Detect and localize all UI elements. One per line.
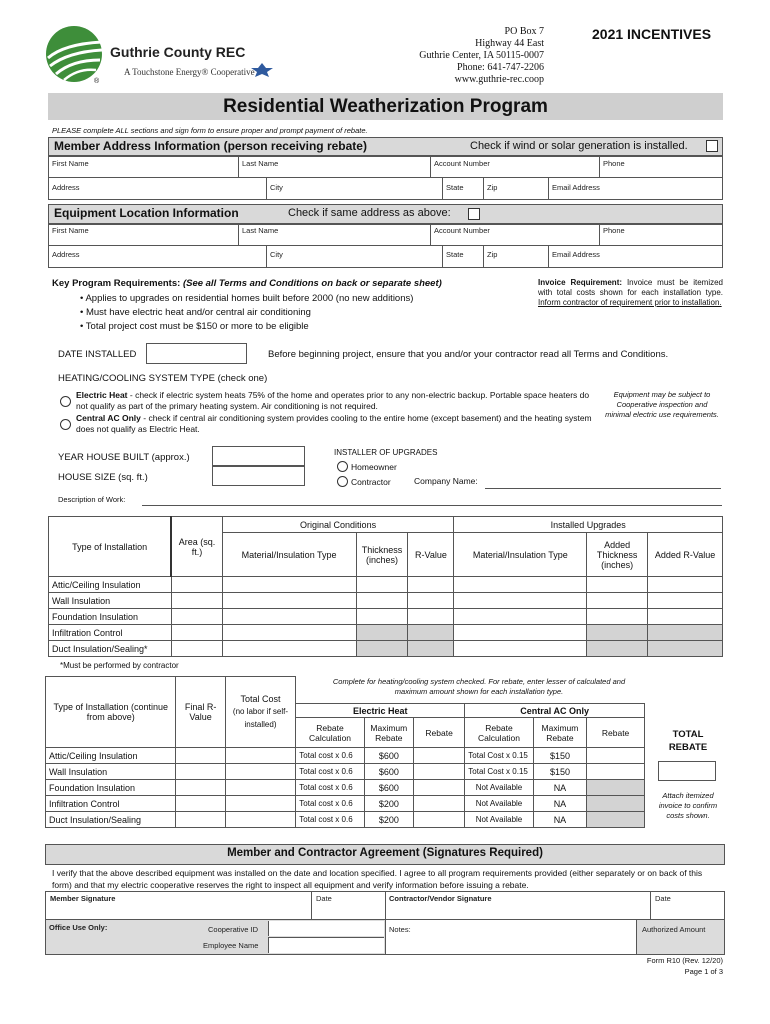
eh-rebate: Rebate	[413, 718, 464, 748]
equipment-email[interactable]: Email Address	[552, 250, 600, 259]
homeowner-label: Homeowner	[351, 462, 397, 472]
table-row: Infiltration Control	[49, 625, 723, 641]
central-ac-header: Central AC Only	[465, 704, 645, 718]
invoice-requirement	[538, 278, 723, 308]
terms-notice: Before beginning project, ensure that you and/or your contractor read all Terms and Conditions.	[268, 349, 669, 360]
electric-heat-text: Electric Heat - check if electric system heats 75% of the home and operates prior to any non-electric backup. Portable space heaters do not qualify as part of the primary heating system. Air conditioning is not required.	[76, 390, 590, 411]
coop-id-input[interactable]	[268, 921, 384, 936]
page-number: Page 1 of 3	[684, 967, 723, 976]
wind-solar-label: Check if wind or solar generation is installed.	[470, 140, 688, 152]
company-name-label: Company Name:	[414, 476, 478, 486]
invoice-text: Invoice must be itemized with total costs shown for each installation type.	[538, 278, 723, 297]
member-heading: Member Address Information (person receiving rebate)	[54, 139, 367, 153]
equipment-state[interactable]: State	[446, 250, 464, 259]
date-installed-input[interactable]	[146, 343, 247, 364]
house-size-label: HOUSE SIZE (sq. ft.)	[58, 472, 148, 483]
col-final-rvalue: Final R-Value	[176, 677, 225, 748]
member-last-name[interactable]: Last Name	[242, 159, 279, 168]
member-first-name[interactable]: First Name	[52, 159, 89, 168]
table-row: Duct Insulation/Sealing*	[49, 641, 723, 657]
year-built-input[interactable]	[212, 446, 305, 466]
original-conditions-header: Original Conditions	[222, 517, 454, 533]
contractor-footnote: *Must be performed by contractor	[60, 661, 179, 670]
description-line[interactable]	[142, 505, 722, 506]
table-row: Attic/Ceiling Insulation	[49, 577, 723, 593]
member-city[interactable]: City	[270, 183, 283, 192]
requirements-heading	[52, 278, 442, 289]
col-type: Type of Installation (continue from above)	[46, 677, 176, 748]
address-line: PO Box 7	[504, 26, 544, 37]
instructions: PLEASE complete ALL sections and sign form to ensure proper and prompt payment of rebate.	[52, 126, 368, 135]
same-address-label: Check if same address as above:	[288, 207, 451, 219]
member-row2	[48, 177, 723, 200]
requirements-list	[80, 292, 413, 334]
table-row: Wall Insulation Total cost x 0.6 $600 Total Cost x 0.15 $150	[46, 764, 645, 780]
address-line: www.guthrie-rec.coop	[454, 74, 544, 85]
agreement-text: I verify that the above described equipment was installed on the date and location specified. I agree to all program requirements provided (either separately or on back of this form) and that my electric cooperative reserves the right to inspect all equipment and verify information before issuing a rebate.	[52, 868, 703, 890]
homeowner-radio[interactable]	[337, 461, 348, 472]
table-row: Attic/Ceiling Insulation Total cost x 0.6 $600 Total Cost x 0.15 $150	[46, 748, 645, 764]
total-rebate-input[interactable]	[658, 761, 716, 781]
table-row: Wall Insulation	[49, 593, 723, 609]
invoice-link: Inform contractor of requirement prior to installation.	[538, 298, 722, 307]
table-row: Infiltration Control Total cost x 0.6 $200 Not Available NA	[46, 796, 645, 812]
form-number: Form R10 (Rev. 12/20)	[646, 956, 723, 965]
equipment-heading: Equipment Location Information	[54, 206, 239, 220]
col-area: Area (sq. ft.)	[171, 517, 222, 577]
contractor-signature[interactable]: Contractor/Vendor Signature	[389, 894, 492, 903]
member-email[interactable]: Email Address	[552, 183, 600, 192]
col-type-of-installation: Type of Installation	[49, 517, 172, 577]
list-item: • Total project cost must be $150 or more to be eligible	[80, 321, 309, 332]
member-zip[interactable]: Zip	[487, 183, 498, 192]
agreement-heading: Member and Contractor Agreement (Signatures Required)	[227, 847, 543, 859]
member-account[interactable]: Account Number	[434, 159, 490, 168]
program-title: Residential Weatherization Program	[223, 96, 548, 117]
contractor-radio[interactable]	[337, 476, 348, 487]
coop-id-label: Cooperative ID	[208, 925, 259, 934]
company-name-line[interactable]	[485, 488, 721, 489]
equipment-row2	[48, 245, 723, 268]
year-built-label: YEAR HOUSE BUILT (approx.)	[58, 452, 190, 463]
logo	[44, 24, 104, 84]
member-signature[interactable]: Member Signature	[50, 894, 116, 903]
installer-heading: INSTALLER OF UPGRADES	[334, 448, 438, 457]
equipment-zip[interactable]: Zip	[487, 250, 498, 259]
rebate-table	[45, 676, 645, 828]
invoice-bold: Invoice Requirement:	[538, 278, 623, 287]
same-address-checkbox[interactable]	[468, 208, 480, 220]
member-phone[interactable]: Phone	[603, 159, 625, 168]
contractor-label: Contractor	[351, 477, 391, 487]
equipment-phone[interactable]: Phone	[603, 226, 625, 235]
central-ac-radio[interactable]	[60, 419, 71, 430]
table-row: Duct Insulation/Sealing Total cost x 0.6 $200 Not Available NA	[46, 812, 645, 828]
col-added-thickness: Added Thickness (inches)	[587, 533, 648, 577]
inspection-note: Equipment may be subject to Cooperative inspection and minimal electric use requirements.	[605, 390, 719, 419]
org-name: Guthrie County REC	[110, 44, 246, 60]
col-thickness: Thickness (inches)	[356, 533, 408, 577]
eh-max-rebate: Maximum Rebate	[364, 718, 413, 748]
member-date[interactable]: Date	[316, 894, 332, 903]
table-row: Foundation Insulation	[49, 609, 723, 625]
member-address[interactable]: Address	[52, 183, 80, 192]
table-row: Foundation Insulation Total cost x 0.6 $600 Not Available NA	[46, 780, 645, 796]
equipment-city[interactable]: City	[270, 250, 283, 259]
col-material: Material/Insulation Type	[222, 533, 356, 577]
tagline: A Touchstone Energy® Cooperative	[124, 67, 255, 77]
col-added-rvalue: Added R-Value	[648, 533, 723, 577]
rebate-note: Complete for heating/cooling system checked. For rebate, enter lesser of calculated and maximum amount shown for each installation type.	[332, 677, 626, 696]
notes-label: Notes:	[389, 925, 411, 934]
incentives-badge: 2021 INCENTIVES	[592, 26, 712, 42]
equipment-first-name[interactable]: First Name	[52, 226, 89, 235]
office-use-label: Office Use Only:	[49, 923, 108, 932]
installed-upgrades-header: Installed Upgrades	[454, 517, 723, 533]
eh-rebate-calc: Rebate Calculation	[296, 718, 364, 748]
requirements-heading-italic: (See all Terms and Conditions on back or separate sheet)	[182, 278, 442, 289]
equipment-last-name[interactable]: Last Name	[242, 226, 279, 235]
house-size-input[interactable]	[212, 466, 305, 486]
description-label: Description of Work:	[58, 495, 126, 504]
conditions-table	[48, 516, 723, 657]
attach-note: Attach itemized invoice to confirm costs shown.	[658, 791, 718, 820]
address-line: Phone: 641-747-2206	[457, 62, 544, 73]
col-rvalue: R-Value	[408, 533, 454, 577]
equipment-address[interactable]: Address	[52, 250, 80, 259]
ac-max-rebate: Maximum Rebate	[533, 718, 586, 748]
contractor-date[interactable]: Date	[655, 894, 671, 903]
total-rebate-label: TOTAL REBATE	[668, 729, 708, 753]
col-material-2: Material/Insulation Type	[454, 533, 587, 577]
registered-mark: ®	[94, 78, 100, 85]
ac-rebate: Rebate	[587, 718, 645, 748]
member-state[interactable]: State	[446, 183, 464, 192]
employee-name-label: Employee Name	[203, 941, 259, 950]
equipment-account[interactable]: Account Number	[434, 226, 490, 235]
employee-name-input[interactable]	[268, 937, 384, 953]
central-ac-text: Central AC Only - check if central air conditioning system provides cooling to the entire home (except basement) and the heating system does not qualify as Electric Heat.	[76, 413, 592, 434]
date-installed-label: DATE INSTALLED	[58, 349, 137, 360]
address-block	[400, 26, 544, 86]
touchstone-icon	[250, 62, 274, 78]
list-item: • Applies to upgrades on residential homes built before 2000 (no new additions)	[80, 293, 414, 304]
list-item: • Must have electric heat and/or central air conditioning	[80, 307, 311, 318]
wind-solar-checkbox[interactable]	[706, 140, 718, 152]
electric-heat-radio[interactable]	[60, 396, 71, 407]
authorized-amount-label: Authorized Amount	[642, 925, 706, 934]
col-total-cost: Total Cost (no labor if self-installed)	[225, 677, 296, 748]
system-heading: HEATING/COOLING SYSTEM TYPE (check one)	[58, 373, 268, 384]
address-line: Highway 44 East	[475, 38, 544, 49]
electric-heat-header: Electric Heat	[296, 704, 465, 718]
address-line: Guthrie Center, IA 50115-0007	[419, 50, 544, 61]
notes-field[interactable]	[385, 920, 637, 954]
requirements-heading-bold: Key Program Requirements:	[52, 278, 181, 289]
ac-rebate-calc: Rebate Calculation	[465, 718, 533, 748]
